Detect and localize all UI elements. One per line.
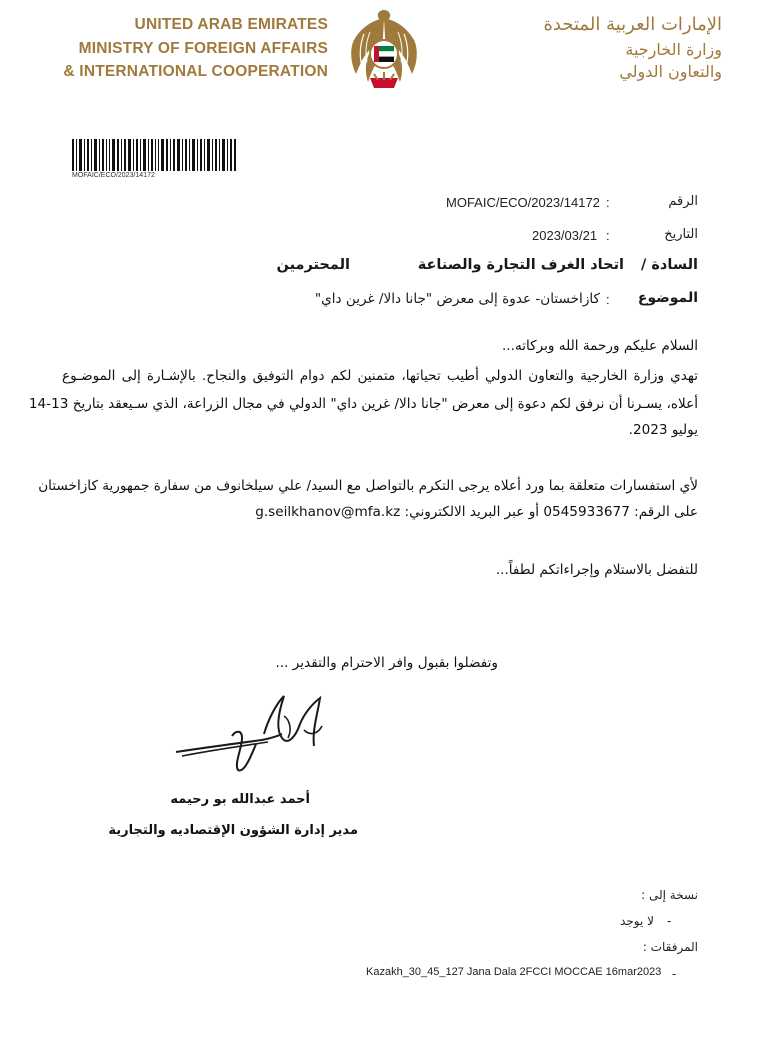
greeting: السلام عليكم ورحمة الله وبركاته... — [501, 338, 698, 354]
barcode — [72, 139, 236, 171]
paragraph-2-line-2: على الرقم: 0545933677 أو عبر البريد الالكتروني: g.seilkhanov@mfa.kz — [255, 504, 698, 520]
header-en-line-3: & INTERNATIONAL COOPERATION — [63, 63, 328, 80]
attachments-label: المرفقات : — [642, 940, 698, 954]
subject-label: الموضوع — [637, 290, 698, 306]
cc-value: لا يوجد — [620, 914, 654, 928]
paragraph-1-line-3: يوليو 2023. — [628, 422, 698, 438]
paragraph-1-line-1: تهدي وزارة الخارجية والتعاون الدولي أطيب تحياتها، متمنين لكم دوام التوفيق والنجاح. بالإشـارة إلى الموضـوع — [62, 368, 698, 384]
barcode-caption: MOFAIC/ECO/2023/14172 — [72, 172, 155, 179]
ref-label: الرقم — [668, 194, 698, 209]
signatory-title: مدير إدارة الشؤون الإقتصاديه والتجارية — [108, 823, 358, 838]
header-en-line-2: MINISTRY OF FOREIGN AFFAIRS — [78, 40, 328, 57]
header-ar-line-2: وزارة الخارجية — [625, 40, 722, 59]
header-ar-line-3: والتعاون الدولي — [619, 62, 722, 81]
date-value: 2023/03/21 — [532, 228, 598, 243]
date-label: التاريخ — [664, 227, 698, 242]
uae-emblem-icon — [344, 4, 424, 94]
signatory-name: أحمد عبدالله بو رحيمه — [170, 792, 310, 807]
date-colon: : — [606, 228, 610, 243]
ref-colon: : — [606, 195, 610, 210]
addressee-label: السادة / — [641, 257, 698, 273]
header-ar-line-1: الإمارات العربية المتحدة — [543, 14, 722, 35]
ref-value: MOFAIC/ECO/2023/14172 — [446, 195, 600, 210]
attachments-dash: - — [672, 967, 677, 981]
addressee-honorific: المحترمين — [276, 257, 350, 273]
paragraph-2-line-1: لأي استفسارات متعلقة بما ورد أعلاه يرجى التكرم بالتواصل مع السيد/ علي سيلخانوف من سفارة جمهورية كازاخستان — [38, 478, 698, 494]
subject-colon: : — [606, 292, 610, 307]
handwritten-signature — [172, 690, 342, 780]
header-en-line-1: UNITED ARAB EMIRATES — [134, 16, 328, 33]
cc-label: نسخة إلى : — [641, 888, 698, 902]
addressee-value: اتحاد الغرف التجارة والصناعة — [417, 257, 624, 273]
cc-dash: - — [667, 914, 672, 928]
subject-value: كازاخستان- عدوة إلى معرض "جانا دالا/ غرين داي" — [314, 291, 600, 307]
attachment-file-name: Kazakh_30_45_127 Jana Dala 2FCCI MOCCAE 16mar2023 — [366, 966, 662, 978]
paragraph-3: للتفضل بالاستلام وإجراءاتكم لطفاً... — [495, 562, 698, 578]
paragraph-1-line-2: أعلاه، يسـرنا أن نرفق لكم دعوة إلى معرض "جانا دالا/ غرين داي" الدولي في مجال الزراعة، الذي سـيعقد بتاريخ 13-14 — [28, 396, 698, 412]
closing: وتفضلوا بقبول وافر الاحترام والتقدير ... — [275, 655, 498, 671]
